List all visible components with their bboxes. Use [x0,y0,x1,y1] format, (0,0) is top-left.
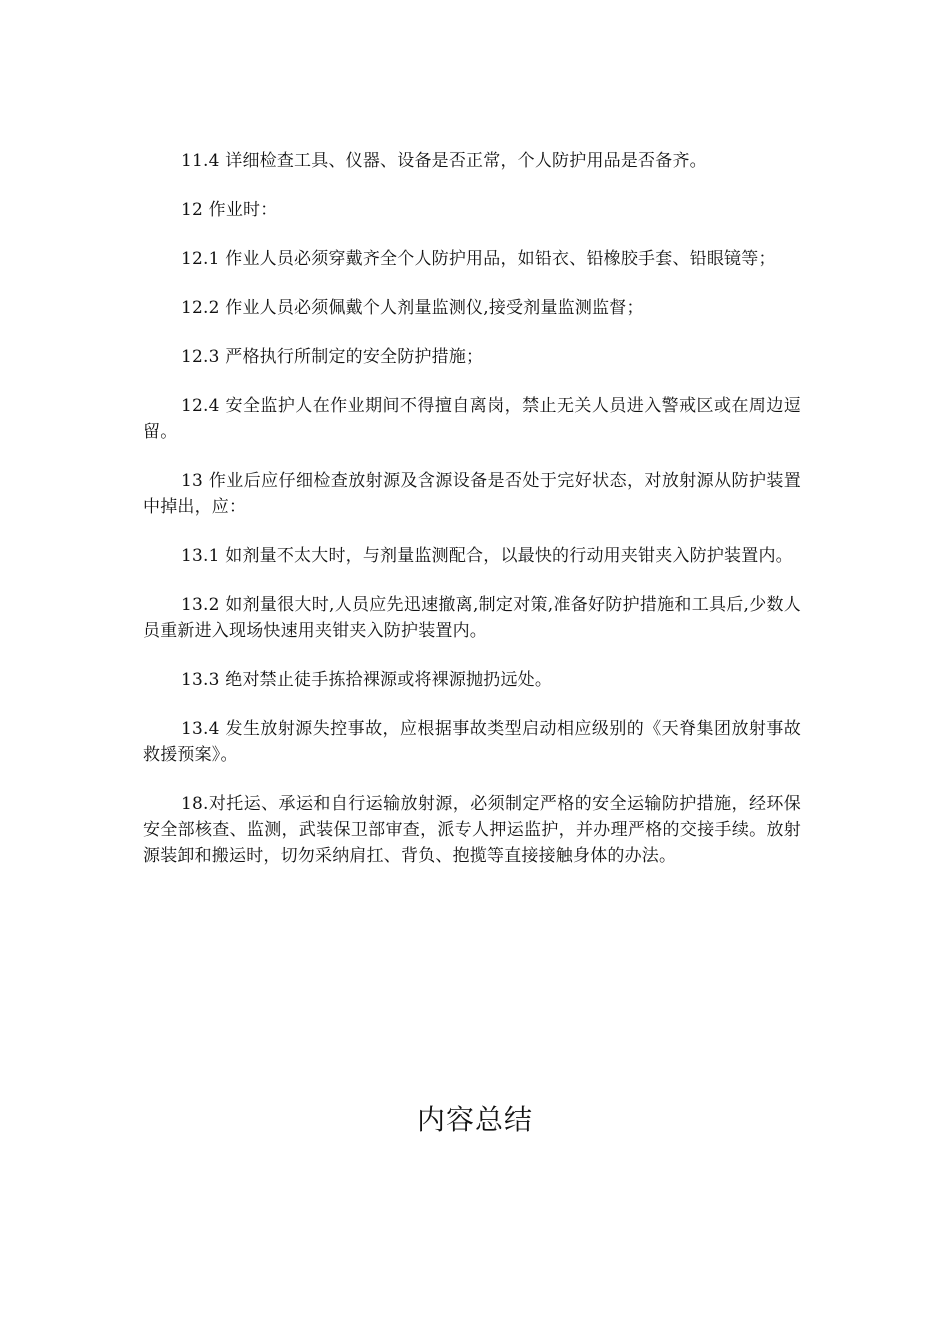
paragraph-18: 18.对托运、承运和自行运输放射源，必须制定严格的安全运输防护措施，经环保安全部核查、监测，武装保卫部审查，派专人押运监护，并办理严格的交接手续。放射源装卸和搬运时，切勿采纳肩扛、背负、抱揽等直接接触身体的办法。 [143,794,801,866]
document-body [143,148,801,892]
summary-title: 内容总结 [416,1103,533,1136]
paragraph-13-4: 13.4 发生放射源失控事故，应根据事故类型启动相应级别的《天脊集团放射事故救援预案》。 [143,719,801,765]
paragraph-13-3: 13.3 绝对禁止徒手拣拾裸源或将裸源抛扔远处。 [181,670,553,690]
paragraph-13-1: 13.1 如剂量不太大时，与剂量监测配合，以最快的行动用夹钳夹入防护装置内。 [181,546,793,566]
paragraph-12: 12 作业时： [181,200,278,220]
paragraph-12-3: 12.3 严格执行所制定的安全防护措施； [181,347,484,367]
paragraph-13-2: 13.2 如剂量很大时,人员应先迅速撤离,制定对策,准备好防护措施和工具后,少数人员重新进入现场快速用夹钳夹入防护装置内。 [143,595,801,641]
paragraph-12-2: 12.2 作业人员必须佩戴个人剂量监测仪,接受剂量监测监督； [181,298,644,318]
paragraph-12-4: 12.4 安全监护人在作业期间不得擅自离岗，禁止无关人员进入警戒区或在周边逗留。 [143,396,801,442]
paragraph-11-4: 11.4 详细检查工具、仪器、设备是否正常，个人防护用品是否备齐。 [181,151,707,171]
paragraph-12-1: 12.1 作业人员必须穿戴齐全个人防护用品，如铅衣、铅橡胶手套、铅眼镜等； [181,249,776,269]
paragraph-13: 13 作业后应仔细检查放射源及含源设备是否处于完好状态，对放射源从防护装置中掉出，应： [143,471,801,517]
